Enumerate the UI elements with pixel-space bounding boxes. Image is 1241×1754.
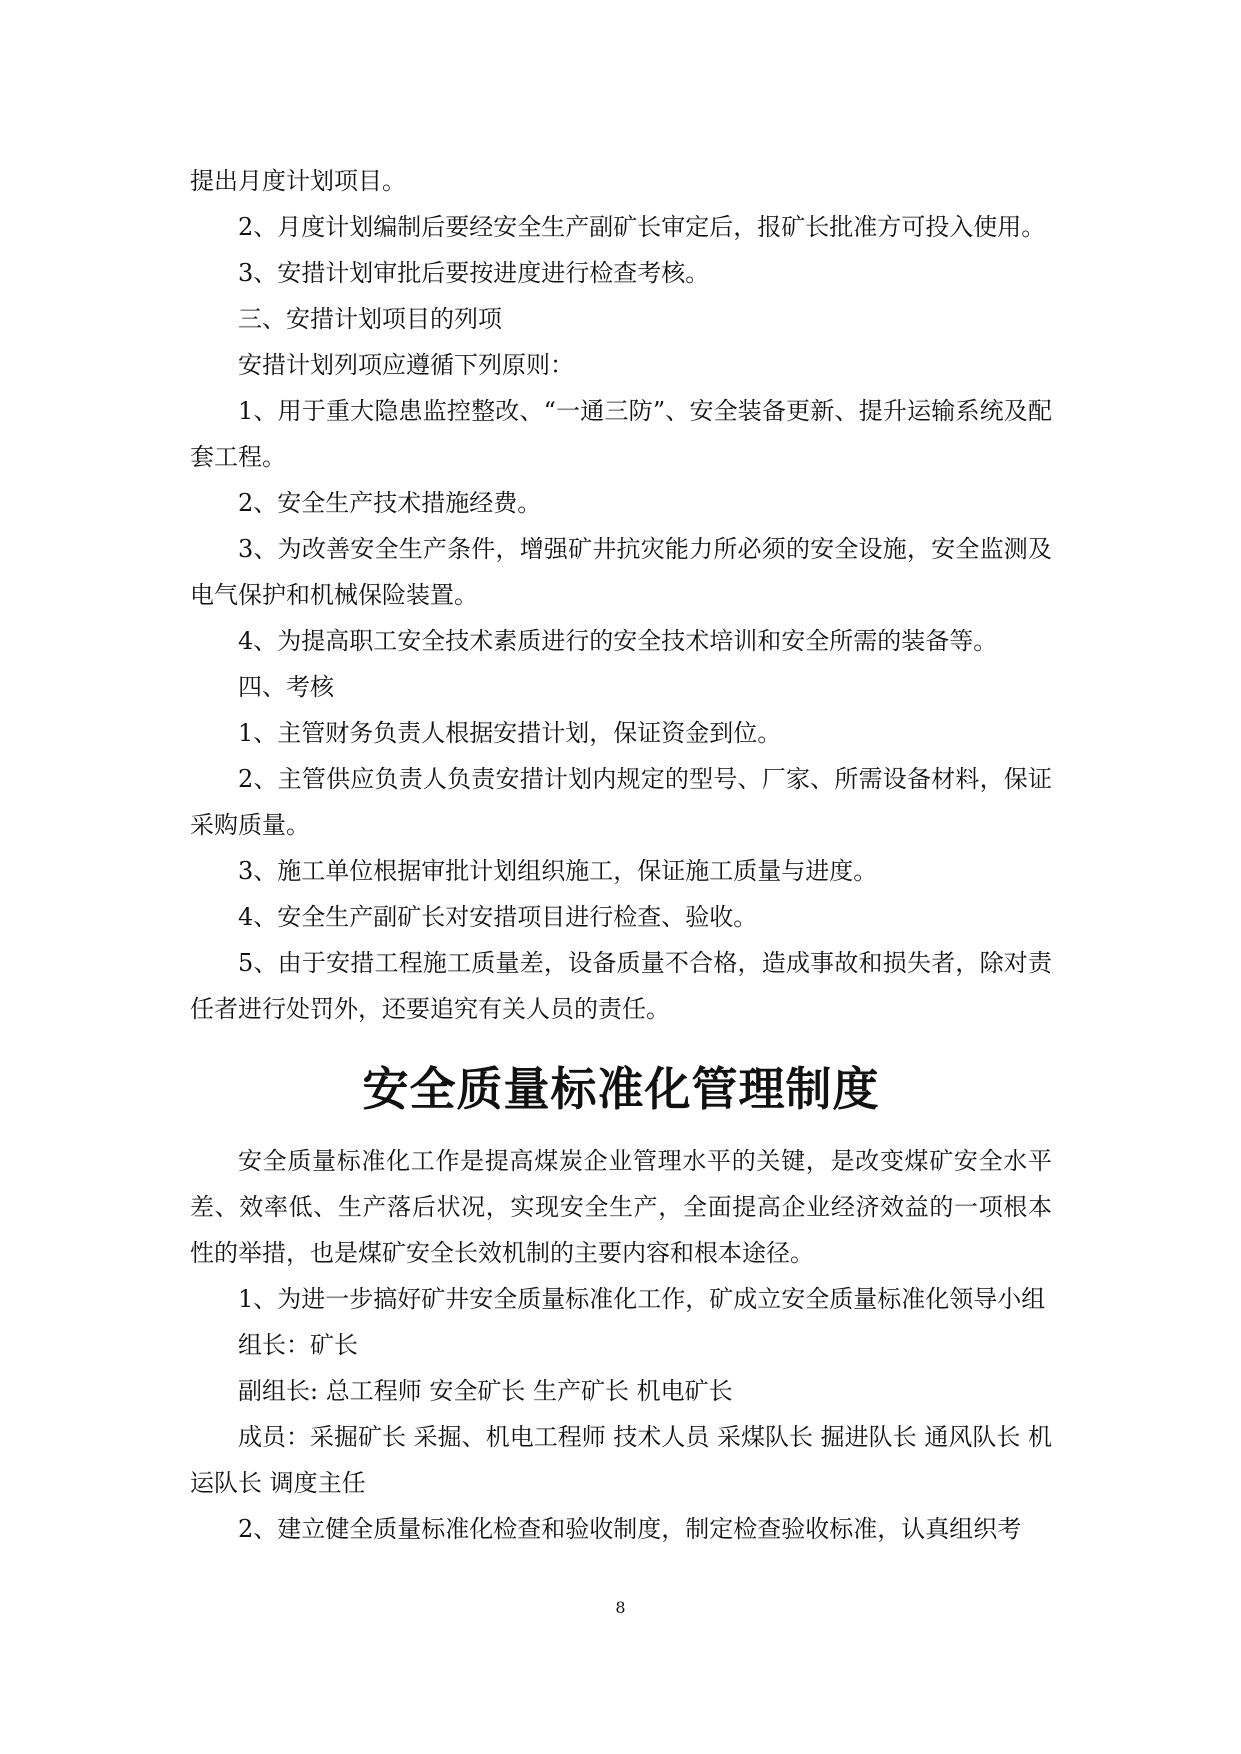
paragraph: 2、月度计划编制后要经安全生产副矿长审定后，报矿长批准方可投入使用。 — [238, 213, 1046, 241]
section-quality-standardization — [190, 1138, 1052, 1552]
paragraph: 3、为改善安全生产条件，增强矿井抗灾能力所必须的安全设施，安全监测及电气保护和机械保险装置。 — [190, 535, 1052, 609]
paragraph: 4、安全生产副矿长对安措项目进行检查、验收。 — [238, 903, 758, 931]
paragraph: 3、安措计划审批后要按进度进行检查考核。 — [238, 259, 710, 287]
section-title: 安全质量标准化管理制度 — [362, 1062, 880, 1116]
paragraph: 1、主管财务负责人根据安措计划，保证资金到位。 — [238, 719, 782, 747]
section-safety-measures — [190, 158, 1052, 1032]
paragraph: 3、施工单位根据审批计划组织施工，保证施工质量与进度。 — [238, 857, 878, 885]
paragraph: 2、建立健全质量标准化检查和验收制度，制定检查验收标准，认真组织考 — [238, 1515, 1022, 1543]
paragraph: 1、用于重大隐患监控整改、“一通三防”、安全装备更新、提升运输系统及配套工程。 — [190, 397, 1052, 471]
page-content — [190, 158, 1052, 1552]
paragraph: 5、由于安措工程施工质量差，设备质量不合格，造成事故和损失者，除对责任者进行处罚外，还要追究有关人员的责任。 — [190, 949, 1052, 1023]
page-number: 8 — [615, 1598, 626, 1617]
paragraph: 4、为提高职工安全技术素质进行的安全技术培训和安全所需的装备等。 — [238, 627, 998, 655]
paragraph: 安全质量标准化工作是提高煤炭企业管理水平的关键，是改变煤矿安全水平差、效率低、生产落后状况，实现安全生产，全面提高企业经济效益的一项根本性的举措，也是煤矿安全长效机制的主要内容和根本途径。 — [190, 1147, 1052, 1267]
paragraph: 2、安全生产技术措施经费。 — [238, 489, 542, 517]
paragraph: 安措计划列项应遵循下列原则： — [238, 351, 574, 379]
paragraph: 提出月度计划项目。 — [190, 167, 406, 195]
paragraph: 副组长: 总工程师 安全矿长 生产矿长 机电矿长 — [238, 1377, 733, 1405]
paragraph: 三、安措计划项目的列项 — [238, 305, 502, 333]
paragraph: 成员：采掘矿长 采掘、机电工程师 技术人员 采煤队长 掘进队长 通风队长 机运队长 调度主任 — [190, 1423, 1052, 1497]
paragraph: 四、考核 — [238, 673, 334, 701]
paragraph: 组长：矿长 — [238, 1331, 358, 1359]
paragraph: 1、为进一步搞好矿井安全质量标准化工作，矿成立安全质量标准化领导小组 — [238, 1285, 1046, 1313]
paragraph: 2、主管供应负责人负责安措计划内规定的型号、厂家、所需设备材料，保证采购质量。 — [190, 765, 1052, 839]
